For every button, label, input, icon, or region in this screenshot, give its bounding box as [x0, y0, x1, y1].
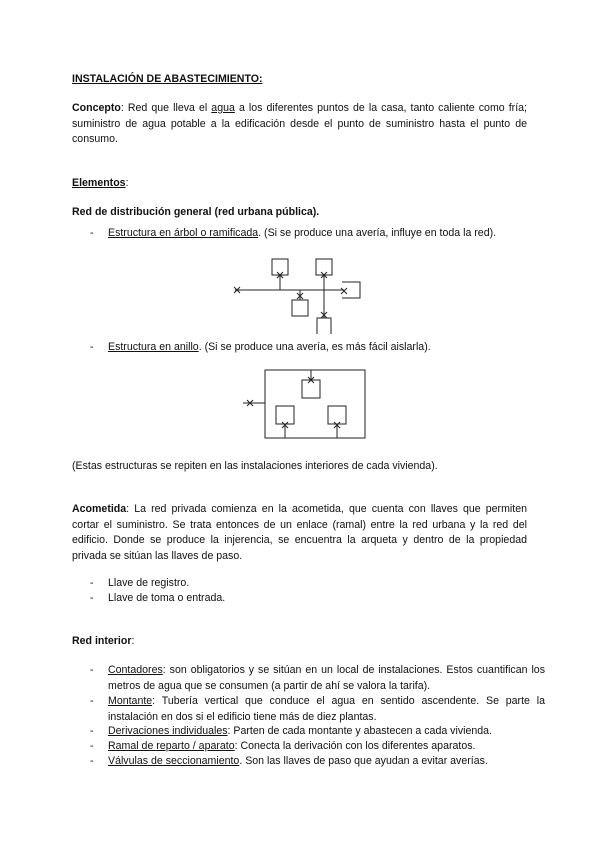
- list-dash: -: [90, 755, 94, 767]
- elementos-label: Elementos: [72, 177, 126, 189]
- list-item-text: . Son las llaves de paso que ayudan a evitar averías.: [239, 755, 488, 767]
- list-item-text: . (Si se produce una avería, es más fácil aislarla).: [198, 341, 431, 353]
- list-item-text: : Conecta la derivación con los diferentes aparatos.: [234, 740, 476, 752]
- page-title: INSTALACIÓN DE ABASTECIMIENTO:: [72, 73, 263, 85]
- acometida-paragraph: [72, 502, 527, 564]
- list-item-text: : Tubería vertical que conduce el agua en sentido ascendente. Se parte la instalación en dos si el edificio tiene más de diez plantas.: [108, 695, 545, 723]
- concepto-paragraph: [72, 101, 527, 148]
- branch-box-open: [317, 318, 331, 334]
- branch-box: [316, 259, 332, 275]
- contadores-link: Contadores: [108, 664, 163, 676]
- list-dash: -: [90, 577, 94, 589]
- valvulas-link: Válvulas de seccionamiento: [108, 755, 240, 767]
- derivaciones-link: Derivaciones individuales: [108, 725, 228, 737]
- list-item-text: : son obligatorios y se sitúan en un local de instalaciones. Estos cuantifican los metros de agua que se consumen (a partir de ahí se valora la tarifa).: [108, 664, 545, 692]
- anillo-link: Estructura en anillo: [108, 341, 199, 353]
- branch-box: [292, 300, 308, 316]
- red-distribucion-heading: Red de distribución general (red urbana pública).: [72, 206, 320, 218]
- list-item-text: : Parten de cada montante y abastecen a cada vivienda.: [227, 725, 492, 737]
- branch-box: [276, 406, 294, 424]
- red-interior-label: Red interior: [72, 635, 132, 647]
- list-dash: -: [90, 725, 94, 737]
- ramal-link: Ramal de reparto / aparato: [108, 740, 235, 752]
- acometida-label: Acometida: [72, 503, 127, 515]
- structures-note: (Estas estructuras se repiten en las instalaciones interiores de cada vivienda).: [72, 460, 438, 472]
- concepto-label: Concepto: [72, 102, 121, 114]
- branch-box: [302, 380, 320, 398]
- list-dash: -: [90, 664, 94, 676]
- list-dash: -: [90, 695, 94, 707]
- elementos-heading: [72, 176, 129, 192]
- list-item-text: Llave de registro.: [108, 577, 190, 589]
- list-item-text: . (Si se produce una avería, influye en toda la red).: [258, 227, 497, 239]
- list-dash: -: [90, 341, 94, 353]
- red-interior-heading: [72, 634, 134, 650]
- concepto-text-b: a los diferentes puntos de la casa, tanto caliente como fría; suministro de agua potable a la edificación desde el punto de suministro hasta el punto de consumo.: [72, 102, 527, 145]
- tree-structure-diagram: [230, 252, 370, 336]
- elementos-suffix: :: [125, 177, 129, 189]
- list-item-text: Llave de toma o entrada.: [108, 592, 226, 604]
- red-interior-suffix: :: [131, 635, 135, 647]
- ring-structure-diagram: [238, 368, 368, 442]
- acometida-text: : La red privada comienza en la acometida, que cuenta con llaves que permiten cortar el suministro. Se trata entonces de un enlace (ramal) entre la red urbana y la red del edificio. Donde se produce la injerencia, se encuentra la arqueta y dentro de la propiedad privada se sitúan las llaves de paso.: [72, 503, 527, 562]
- list-dash: -: [90, 592, 94, 604]
- concepto-text-a: : Red que lleva el: [120, 102, 212, 114]
- list-dash: -: [90, 740, 94, 752]
- montante-link: Montante: [108, 695, 153, 707]
- valve-icon: [341, 288, 347, 294]
- agua-link: agua: [211, 102, 235, 114]
- arbol-link: Estructura en árbol o ramificada: [108, 227, 259, 239]
- list-dash: -: [90, 227, 94, 239]
- branch-box: [328, 406, 346, 424]
- branch-box: [272, 259, 288, 275]
